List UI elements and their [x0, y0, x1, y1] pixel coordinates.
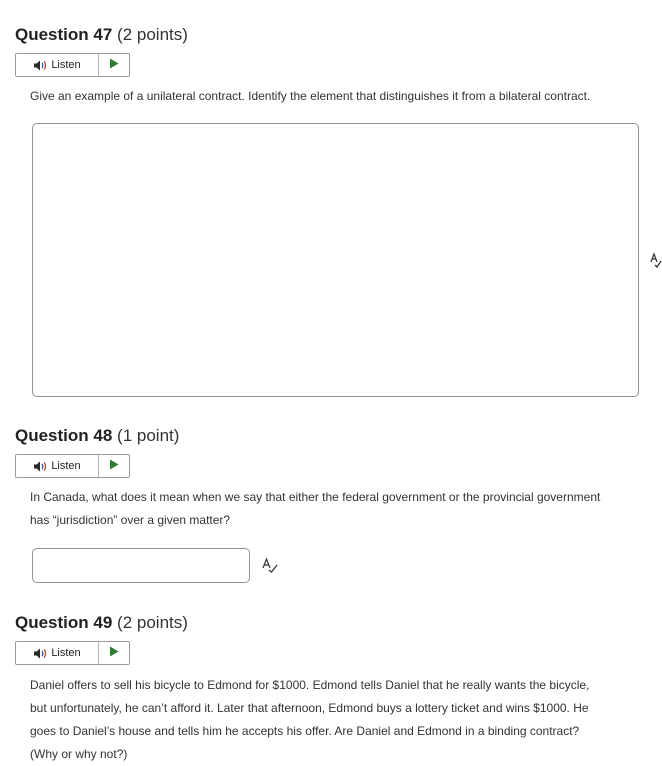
question-text: Give an example of a unilateral contract. Identify the element that distinguishes it from a bilateral contract. — [30, 89, 591, 103]
question-48-title — [15, 426, 179, 446]
question-text-line: (Why or why not?) — [30, 747, 128, 761]
question-47-title — [15, 25, 188, 45]
question-number: Question 48 — [15, 426, 113, 445]
listen-widget — [15, 641, 130, 665]
spellcheck-icon[interactable] — [262, 557, 278, 578]
play-button[interactable] — [99, 642, 129, 664]
question-text-line: Daniel offers to sell his bicycle to Edmond for $1000. Edmond tells Daniel that he really wants the bicycle, — [30, 678, 590, 692]
question-text-line: goes to Daniel’s house and tells him he accepts his offer. Are Daniel and Edmond in a binding contract? — [30, 724, 580, 738]
essay-answer-textarea[interactable] — [32, 123, 639, 397]
listen-label: Listen — [51, 460, 81, 472]
play-button[interactable] — [99, 54, 129, 76]
spellcheck-icon[interactable] — [650, 252, 662, 273]
listen-widget — [15, 53, 130, 77]
listen-label: Listen — [51, 59, 81, 71]
speaker-icon — [33, 461, 47, 472]
play-icon — [109, 457, 119, 475]
question-points: (1 point) — [117, 426, 180, 445]
play-icon — [109, 644, 119, 662]
play-button[interactable] — [99, 455, 129, 477]
question-text-line: but unfortunately, he can’t afford it. Later that afternoon, Edmond buys a lottery ticket and wins $1000. He — [30, 701, 589, 715]
speaker-icon — [33, 648, 47, 659]
play-icon — [109, 56, 119, 74]
question-text — [30, 674, 589, 766]
listen-widget — [15, 454, 130, 478]
short-answer-input[interactable] — [32, 548, 250, 583]
listen-button[interactable] — [16, 642, 99, 664]
speaker-icon — [33, 60, 47, 71]
question-text-line: has “jurisdiction” over a given matter? — [30, 513, 231, 527]
question-text — [30, 486, 600, 532]
listen-button[interactable] — [16, 455, 99, 477]
listen-label: Listen — [51, 647, 81, 659]
question-number: Question 47 — [15, 25, 113, 44]
question-text-line: In Canada, what does it mean when we say that either the federal government or the provincial government — [30, 490, 601, 504]
question-points: (2 points) — [117, 613, 188, 632]
listen-button[interactable] — [16, 54, 99, 76]
question-49-title — [15, 613, 188, 633]
question-number: Question 49 — [15, 613, 113, 632]
question-points: (2 points) — [117, 25, 188, 44]
